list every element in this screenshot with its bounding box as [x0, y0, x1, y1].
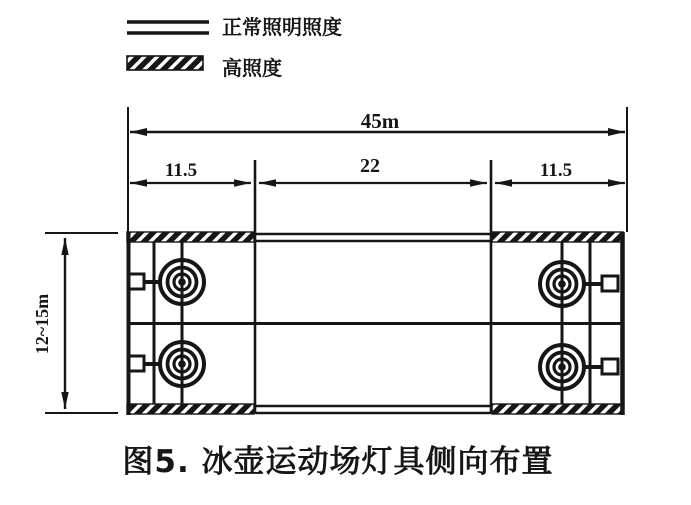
arrowhead-icon	[470, 179, 487, 186]
wall-mount-square	[129, 356, 144, 371]
wall-mount-square	[602, 359, 618, 374]
legend-item-high-illuminance	[127, 56, 282, 80]
high-illuminance-symbol	[127, 56, 203, 70]
high-illuminance-edge-bottom-left	[127, 404, 254, 414]
high-illuminance-edge-top-left	[127, 232, 254, 242]
arrowhead-left-icon	[130, 128, 147, 136]
dim-label-middle-section: 22	[360, 155, 380, 177]
arrowhead-right-icon	[608, 128, 625, 136]
legend-label-high-illuminance: 高照度	[222, 56, 282, 80]
arrowhead-icon	[234, 179, 251, 186]
arrowhead-icon	[495, 179, 512, 186]
legend-item-normal-illuminance	[127, 15, 342, 39]
luminaire-symbol	[540, 262, 584, 306]
legend-label-normal-illuminance: 正常照明照度	[222, 15, 342, 39]
rink-plan	[127, 232, 623, 415]
dim-label-left-section: 11.5	[164, 160, 198, 181]
figure-caption: 图5. 冰壶运动场灯具侧向布置	[122, 444, 554, 480]
dim-label-total-width: 45m	[360, 109, 400, 133]
luminaire-symbol	[160, 342, 204, 386]
arrowhead-down-icon	[61, 392, 68, 409]
luminaire-symbol	[160, 260, 204, 304]
normal-illuminance-symbol	[127, 22, 209, 33]
arrowhead-icon	[130, 179, 147, 186]
dimension-height	[32, 233, 118, 413]
wall-mount-square	[602, 276, 618, 291]
dim-label-height: 12~15m	[32, 293, 52, 355]
arrowhead-icon	[608, 179, 625, 186]
wall-mount-square	[129, 274, 144, 289]
high-illuminance-edge-bottom-right	[492, 404, 623, 414]
high-illuminance-edge-top-right	[492, 232, 623, 242]
arrowhead-up-icon	[61, 238, 68, 255]
luminaire-symbol	[540, 345, 584, 389]
arrowhead-icon	[259, 179, 276, 186]
legend	[127, 15, 342, 80]
dim-label-right-section: 11.5	[539, 160, 573, 181]
